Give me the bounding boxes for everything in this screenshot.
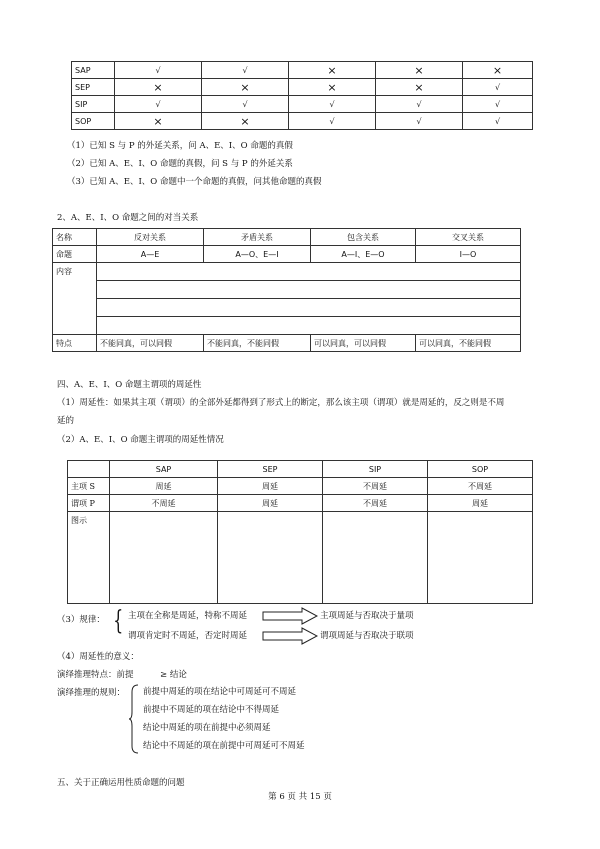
row-label: 主项 S — [68, 478, 110, 495]
table-cell: A—E — [97, 246, 204, 263]
truth-table — [71, 61, 533, 130]
deduction-rule: 前提中不周延的项在结论中不得周延 — [143, 705, 280, 715]
section-2-heading: 2、A、E、I、O 命题之间的对当关系 — [57, 213, 199, 223]
table-row — [72, 113, 533, 130]
table-cell: × — [376, 79, 463, 96]
diagram-cell — [323, 512, 428, 604]
table-cell: √ — [289, 113, 376, 130]
paragraph-4: （4）周延性的意义： — [57, 652, 139, 662]
row-label: 命题 — [53, 246, 97, 263]
table-cell: × — [115, 79, 202, 96]
diagram-cell — [110, 512, 218, 604]
section-4-heading: 四、A、E、I、O 命题主谓项的周延性 — [57, 380, 202, 390]
paragraph-1: （1）周延性：如果其主项（谓项）的全部外延都得到了形式上的断定，那么该主项（谓项）就是周延的，反之则是不周 — [57, 398, 505, 408]
deduction-feature: 演绎推理特点：前提 — [57, 670, 134, 680]
row-label: SOP — [72, 113, 115, 130]
table-cell: √ — [289, 96, 376, 113]
table-cell: 不周延 — [323, 495, 428, 512]
rule-1-left: 主项在全称是周延，特称不周延 — [128, 611, 248, 621]
blank-cell — [97, 317, 521, 335]
brace-icon: { — [113, 606, 124, 636]
table-cell: 周延 — [428, 495, 533, 512]
diagram-cell — [218, 512, 323, 604]
table-cell: 可以同真，可以同假 — [311, 335, 416, 352]
table-cell: × — [289, 79, 376, 96]
page-footer: 第 6 页 共 15 页 — [268, 792, 332, 802]
blank-cell — [97, 281, 521, 299]
rule-2-left: 谓项肯定时不周延，否定时周延 — [128, 631, 248, 641]
question-2: （2）已知 A、E、I、O 命题的真假，问 S 与 P 的外延关系 — [67, 159, 293, 169]
row-label: 图示 — [68, 512, 110, 604]
table-row — [72, 96, 533, 113]
rule-label: （3）规律： — [57, 615, 105, 625]
deduction-rule: 结论中不周延的项在前提中可周延可不周延 — [143, 741, 305, 751]
paragraph-2: （2）A、E、I、O 命题主谓项的周延性情况 — [57, 435, 224, 445]
table-cell: I—O — [416, 246, 521, 263]
table-cell: √ — [115, 62, 202, 79]
blank-cell — [97, 263, 521, 281]
row-label: 谓项 P — [68, 495, 110, 512]
table-cell: A—I、E—O — [311, 246, 416, 263]
table-cell: √ — [376, 96, 463, 113]
table-cell: √ — [376, 113, 463, 130]
table-cell: √ — [202, 96, 289, 113]
rule-2-right: 谓项周延与否取决于联项 — [320, 631, 414, 641]
header-cell: SAP — [110, 461, 218, 478]
table-cell: × — [202, 79, 289, 96]
opposition-table — [52, 228, 521, 352]
table-cell: 周延 — [218, 478, 323, 495]
paragraph-1-cont: 延的 — [57, 416, 75, 426]
section-5-heading: 五、关于正确运用性质命题的问题 — [57, 778, 185, 788]
brace-icon — [128, 684, 140, 754]
table-cell: 周延 — [110, 478, 218, 495]
header-row — [53, 229, 521, 246]
table-cell: √ — [115, 96, 202, 113]
table-cell: × — [202, 113, 289, 130]
row-mingti — [53, 246, 521, 263]
table-cell: 不能同真，不能同假 — [204, 335, 311, 352]
row-label: SAP — [72, 62, 115, 79]
table-cell: A—O、E—I — [204, 246, 311, 263]
row-label: 内容 — [53, 263, 97, 335]
table-row — [72, 62, 533, 79]
header-cell: SEP — [218, 461, 323, 478]
header-cell: 名称 — [53, 229, 97, 246]
table-cell: √ — [463, 113, 533, 130]
rule-1-right: 主项周延与否取决于量项 — [320, 611, 414, 621]
table-cell: 周延 — [218, 495, 323, 512]
table-cell: 不周延 — [323, 478, 428, 495]
header-cell: 包含关系 — [311, 229, 416, 246]
table-cell: × — [376, 62, 463, 79]
arrow-right-icon — [262, 607, 318, 625]
diagram-cell — [428, 512, 533, 604]
table-cell: 不周延 — [428, 478, 533, 495]
table-cell: × — [115, 113, 202, 130]
table-cell: 不能同真，可以同假 — [97, 335, 204, 352]
row-label: 特点 — [53, 335, 97, 352]
table-cell: √ — [463, 96, 533, 113]
header-cell: 矛盾关系 — [204, 229, 311, 246]
table-cell: 不周延 — [110, 495, 218, 512]
arrow-right-icon — [262, 627, 318, 645]
table-row — [72, 79, 533, 96]
deduction-symbol: ≥ 结论 — [160, 670, 187, 680]
table-cell: √ — [463, 79, 533, 96]
header-cell: SIP — [323, 461, 428, 478]
table-cell: × — [463, 62, 533, 79]
deduction-rule: 前提中周延的项在结论中可周延可不周延 — [143, 687, 297, 697]
rules-label: 演绎推理的规则： — [57, 688, 126, 698]
row-label: SIP — [72, 96, 115, 113]
table-cell: 可以同真，不能同假 — [416, 335, 521, 352]
table-cell: × — [289, 62, 376, 79]
row-tedian — [53, 335, 521, 352]
distribution-table — [67, 460, 533, 604]
header-cell: 交叉关系 — [416, 229, 521, 246]
question-1: （1）已知 S 与 P 的外延关系，问 A、E、I、O 命题的真假 — [67, 141, 293, 151]
header-cell — [68, 461, 110, 478]
header-cell: 反对关系 — [97, 229, 204, 246]
row-label: SEP — [72, 79, 115, 96]
deduction-rule: 结论中周延的项在前提中必须周延 — [143, 723, 271, 733]
question-3: （3）已知 A、E、I、O 命题中一个命题的真假，问其他命题的真假 — [67, 177, 322, 187]
blank-cell — [97, 299, 521, 317]
header-cell: SOP — [428, 461, 533, 478]
table-cell: √ — [202, 62, 289, 79]
